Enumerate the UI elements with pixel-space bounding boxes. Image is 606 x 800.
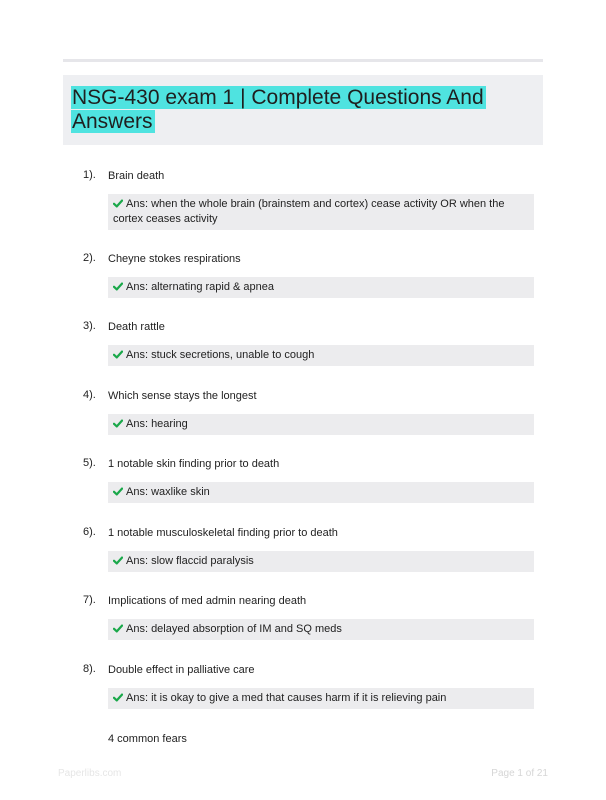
check-icon xyxy=(113,350,123,359)
footer-watermark: Paperlibs.com xyxy=(58,768,122,779)
question-number: 2). xyxy=(83,252,96,264)
check-icon xyxy=(113,419,123,428)
check-icon xyxy=(113,556,123,565)
answer-text: Ans: waxlike skin xyxy=(126,486,210,498)
answer-text: Ans: it is okay to give a med that causes harm if it is relieving pain xyxy=(126,692,447,704)
answer-box xyxy=(108,194,534,230)
answer-box xyxy=(108,414,534,435)
check-icon xyxy=(113,199,123,208)
answer-text: Ans: alternating rapid & apnea xyxy=(126,281,274,293)
question-text: 1 notable musculoskeletal finding prior to death xyxy=(108,527,338,539)
question-number: 3). xyxy=(83,320,96,332)
document-title: NSG-430 exam 1 | Complete Questions And Answers xyxy=(72,86,484,133)
question-text: 4 common fears xyxy=(108,733,187,745)
answer-text: Ans: slow flaccid paralysis xyxy=(126,555,254,567)
check-icon xyxy=(113,282,123,291)
question-number: 1). xyxy=(83,169,96,181)
answer-text: Ans: when the whole brain (brainstem and cortex) cease activity OR when the cortex ceases activity xyxy=(113,198,505,225)
answer-text: Ans: stuck secretions, unable to cough xyxy=(126,349,315,361)
answer-box xyxy=(108,277,534,298)
answer-box xyxy=(108,551,534,572)
question-number: 5). xyxy=(83,457,96,469)
answer-text: Ans: hearing xyxy=(126,418,188,430)
top-rule xyxy=(63,59,543,62)
question-number: 4). xyxy=(83,389,96,401)
question-text: Implications of med admin nearing death xyxy=(108,595,307,607)
question-text: Cheyne stokes respirations xyxy=(108,253,241,265)
question-number: 7). xyxy=(83,594,96,606)
answer-box xyxy=(108,619,534,640)
question-text: Death rattle xyxy=(108,321,165,333)
page-number: Page 1 of 21 xyxy=(491,768,548,779)
check-icon xyxy=(113,693,123,702)
answer-text: Ans: delayed absorption of IM and SQ meds xyxy=(126,623,342,635)
question-number: 6). xyxy=(83,526,96,538)
question-text: Double effect in palliative care xyxy=(108,664,255,676)
answer-box xyxy=(108,345,534,366)
answer-box xyxy=(108,482,534,503)
answer-box xyxy=(108,688,534,709)
check-icon xyxy=(113,487,123,496)
question-number: 8). xyxy=(83,663,96,675)
question-text: Brain death xyxy=(108,170,165,182)
question-text: Which sense stays the longest xyxy=(108,390,257,402)
check-icon xyxy=(113,624,123,633)
question-text: 1 notable skin finding prior to death xyxy=(108,458,280,470)
